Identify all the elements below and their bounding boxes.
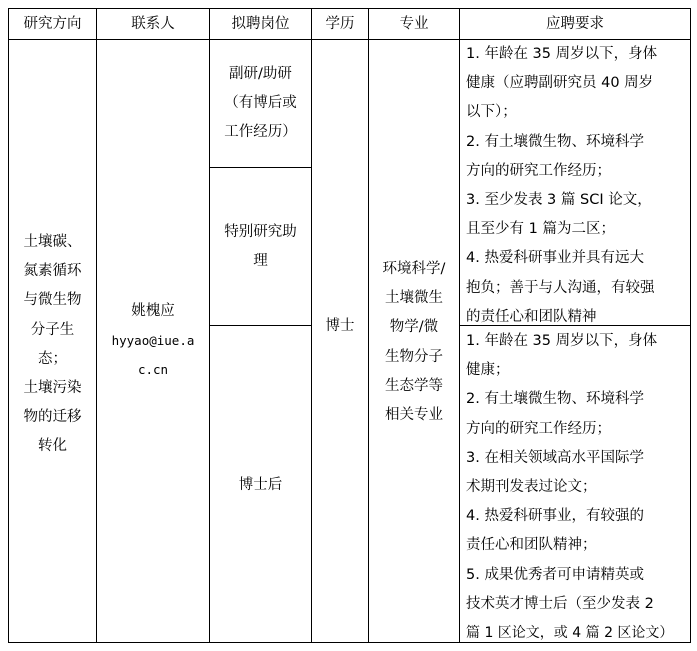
research-direction-cell [9,228,96,462]
header-degree: 学历 [325,16,355,32]
requirements-b-cell [466,327,688,648]
requirement-b-line: 3. 在相关领域高水平国际学 [466,449,644,466]
research-direction-line: 物的迁移 [23,409,82,426]
requirement-b-line: 术期刊发表过论文； [466,479,597,496]
position-associate-line: （有博后或 [224,95,297,112]
requirement-a-line: 1. 年龄在 35 周岁以下，身体 [466,46,658,62]
research-direction-line: 分子生 [30,321,75,338]
requirement-b-line: 技术英才博士后（至少发表 2 [466,595,654,612]
requirement-b-line: 2. 有土壤微生物、环境科学 [466,391,644,408]
research-direction-line: 氮素循环 [23,263,82,280]
major-line: 相关专业 [385,407,443,424]
position-assistant-cell [210,218,311,276]
header-requirements: 应聘要求 [546,16,604,32]
requirement-b-line: 篇 1 区论文，或 4 篇 2 区论文） [466,625,674,642]
contact-email-line[interactable]: hyyao@iue.a [111,333,195,349]
position-associate-line: 副研/助研 [229,66,292,82]
requirement-a-line: 的责任心和团队精神 [466,308,597,325]
contact-name: 姚槐应 [131,303,175,319]
requirement-a-line: 健康（应聘副研究员 40 周岁 [466,75,654,92]
header-research-direction: 研究方向 [23,16,82,32]
header-contact: 联系人 [131,16,175,32]
research-direction-line: 土壤污染 [23,380,82,397]
major-line: 土壤微生 [385,290,443,307]
position-associate-cell [210,60,311,148]
requirement-a-line: 以下）； [466,104,517,121]
position-assistant-line: 理 [253,253,268,270]
contact-email-line[interactable]: c.cn [137,362,169,378]
position-postdoc: 博士后 [238,477,283,493]
research-direction-line: 土壤碳、 [23,234,82,250]
requirement-a-line: 抱负；善于与人沟通，有较强 [466,279,655,296]
position-associate-line: 工作经历） [224,124,297,141]
degree-value: 博士 [325,318,355,334]
position-assistant-line: 特别研究助 [224,224,297,240]
requirement-a-line: 方向的研究工作经历； [466,162,611,179]
major-cell [369,255,459,430]
requirement-b-line: 责任心和团队精神； [466,537,597,554]
requirement-a-line: 且至少有 1 篇为二区； [466,221,615,238]
major-line: 物学/微 [389,319,439,336]
requirement-b-line: 1. 年龄在 35 周岁以下，身体 [466,333,658,349]
contact-cell [97,297,209,385]
requirement-a-line: 2. 有土壤微生物、环境科学 [466,133,644,150]
requirement-b-line: 4. 热爱科研事业，有较强的 [466,508,644,525]
header-position: 拟聘岗位 [231,16,290,32]
major-line: 环境科学/ [382,261,446,277]
major-line: 生态学等 [385,377,443,394]
research-direction-line: 态； [38,350,67,367]
research-direction-line: 与微生物 [23,292,82,309]
major-line: 生物分子 [385,348,443,365]
requirement-b-line: 健康； [466,362,510,379]
requirement-b-line: 方向的研究工作经历； [466,420,611,437]
requirement-a-line: 4. 热爱科研事业并具有远大 [466,250,644,267]
requirement-a-line: 3. 至少发表 3 篇 SCI 论文， [466,192,652,209]
header-major: 专业 [399,16,429,32]
research-direction-line: 转化 [38,438,67,455]
requirements-a-cell [466,40,688,332]
requirement-b-line: 5. 成果优秀者可申请精英或 [466,566,644,583]
